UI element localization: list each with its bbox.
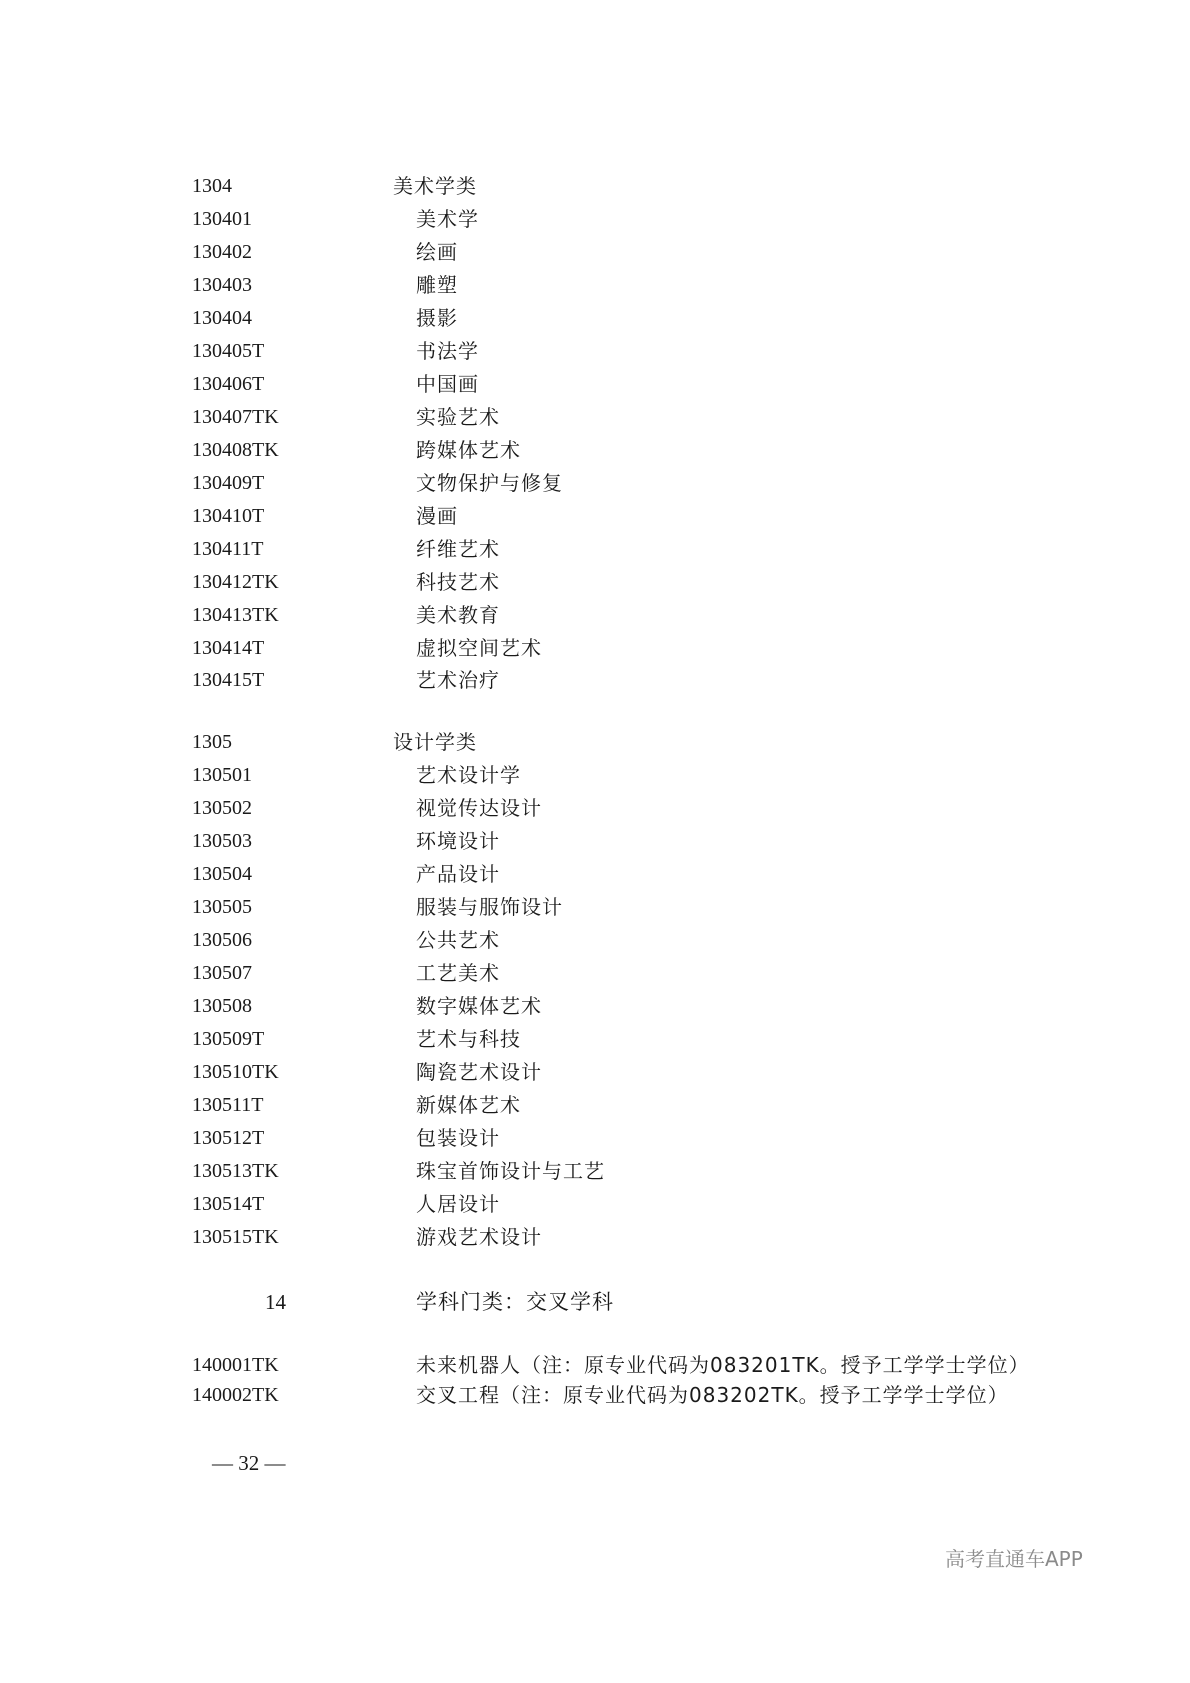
major-code: 130410T [192, 505, 265, 527]
discipline-name: 学科门类：交叉学科 [416, 1290, 614, 1314]
major-name: 漫画 [416, 504, 458, 528]
major-code: 130403 [192, 274, 252, 296]
major-code: 130504 [192, 863, 252, 885]
major-row [0, 567, 1190, 597]
major-name: 实验艺术 [416, 405, 500, 429]
major-code: 130502 [192, 797, 252, 819]
major-row [0, 760, 1190, 790]
major-code: 130409T [192, 472, 265, 494]
major-name: 工艺美术 [416, 961, 500, 985]
major-row [0, 204, 1190, 234]
major-row [0, 1189, 1190, 1219]
major-row [0, 665, 1190, 695]
major-row [0, 501, 1190, 531]
major-code: 140001TK [192, 1354, 279, 1376]
major-code: 130510TK [192, 1061, 279, 1083]
major-name: 陶瓷艺术设计 [416, 1060, 542, 1084]
major-row [0, 991, 1190, 1021]
major-name: 数字媒体艺术 [416, 994, 542, 1018]
major-row [0, 435, 1190, 465]
major-code: 130414T [192, 637, 265, 659]
major-name: 美术教育 [416, 603, 500, 627]
major-name: 摄影 [416, 306, 458, 330]
major-name: 艺术设计学 [416, 763, 521, 787]
major-name: 纤维艺术 [416, 537, 500, 561]
major-name: 书法学 [416, 339, 479, 363]
major-code: 130412TK [192, 571, 279, 593]
major-name: 科技艺术 [416, 570, 500, 594]
major-name: 公共艺术 [416, 928, 500, 952]
major-code: 130402 [192, 241, 252, 263]
major-name: 环境设计 [416, 829, 500, 853]
major-row [0, 402, 1190, 432]
major-name: 文物保护与修复 [416, 471, 563, 495]
major-code: 130401 [192, 208, 252, 230]
major-name: 美术学 [416, 207, 479, 231]
major-row [0, 1222, 1190, 1252]
major-row [0, 925, 1190, 955]
category-code: 1305 [192, 731, 232, 753]
major-name: 艺术治疗 [416, 668, 500, 692]
major-name: 产品设计 [416, 862, 500, 886]
major-row [0, 958, 1190, 988]
category-name: 设计学类 [393, 730, 477, 754]
major-row [0, 303, 1190, 333]
category-name: 美术学类 [393, 174, 477, 198]
major-code: 130507 [192, 962, 252, 984]
major-row [0, 534, 1190, 564]
major-row [0, 793, 1190, 823]
major-code: 130501 [192, 764, 252, 786]
major-row [0, 600, 1190, 630]
major-name: 跨媒体艺术 [416, 438, 521, 462]
major-row [0, 826, 1190, 856]
major-row [0, 270, 1190, 300]
major-code: 130406T [192, 373, 265, 395]
major-code: 130405T [192, 340, 265, 362]
major-name: 绘画 [416, 240, 458, 264]
major-name: 人居设计 [416, 1192, 500, 1216]
major-name: 虚拟空间艺术 [416, 636, 542, 660]
watermark: 高考直通车APP [945, 1547, 1083, 1571]
major-row [0, 1024, 1190, 1054]
major-code: 130413TK [192, 604, 279, 626]
discipline-code: 14 [265, 1290, 286, 1314]
major-code: 130506 [192, 929, 252, 951]
major-row [0, 1123, 1190, 1153]
major-row [0, 1350, 1190, 1380]
major-code: 130408TK [192, 439, 279, 461]
category-row-1305 [0, 727, 1190, 757]
discipline-row-14 [0, 1287, 1190, 1317]
major-code: 130415T [192, 669, 265, 691]
major-name: 珠宝首饰设计与工艺 [416, 1159, 605, 1183]
major-row [0, 1156, 1190, 1186]
major-name: 交叉工程（注：原专业代码为083202TK。授予工学学士学位） [416, 1383, 1009, 1407]
major-name: 雕塑 [416, 273, 458, 297]
major-code: 130411T [192, 538, 264, 560]
category-row-1304 [0, 171, 1190, 201]
major-code: 130511T [192, 1094, 264, 1116]
major-code: 130505 [192, 896, 252, 918]
major-code: 130514T [192, 1193, 265, 1215]
major-row [0, 336, 1190, 366]
major-code: 130407TK [192, 406, 279, 428]
major-name: 游戏艺术设计 [416, 1225, 542, 1249]
major-name: 视觉传达设计 [416, 796, 542, 820]
major-row [0, 1380, 1190, 1410]
major-row [0, 859, 1190, 889]
major-code: 130515TK [192, 1226, 279, 1248]
major-code: 130512T [192, 1127, 265, 1149]
major-row [0, 237, 1190, 267]
major-row [0, 633, 1190, 663]
major-code: 140002TK [192, 1384, 279, 1406]
major-code: 130509T [192, 1028, 265, 1050]
major-name: 服装与服饰设计 [416, 895, 563, 919]
major-name: 新媒体艺术 [416, 1093, 521, 1117]
major-name: 未来机器人（注：原专业代码为083201TK。授予工学学士学位） [416, 1353, 1030, 1377]
major-row [0, 468, 1190, 498]
major-code: 130503 [192, 830, 252, 852]
major-row [0, 892, 1190, 922]
major-row [0, 1090, 1190, 1120]
major-row [0, 369, 1190, 399]
major-name: 艺术与科技 [416, 1027, 521, 1051]
major-code: 130513TK [192, 1160, 279, 1182]
page-number: — 32 — [212, 1451, 286, 1475]
category-code: 1304 [192, 175, 232, 197]
major-code: 130404 [192, 307, 252, 329]
major-name: 包装设计 [416, 1126, 500, 1150]
major-code: 130508 [192, 995, 252, 1017]
major-name: 中国画 [416, 372, 479, 396]
major-row [0, 1057, 1190, 1087]
